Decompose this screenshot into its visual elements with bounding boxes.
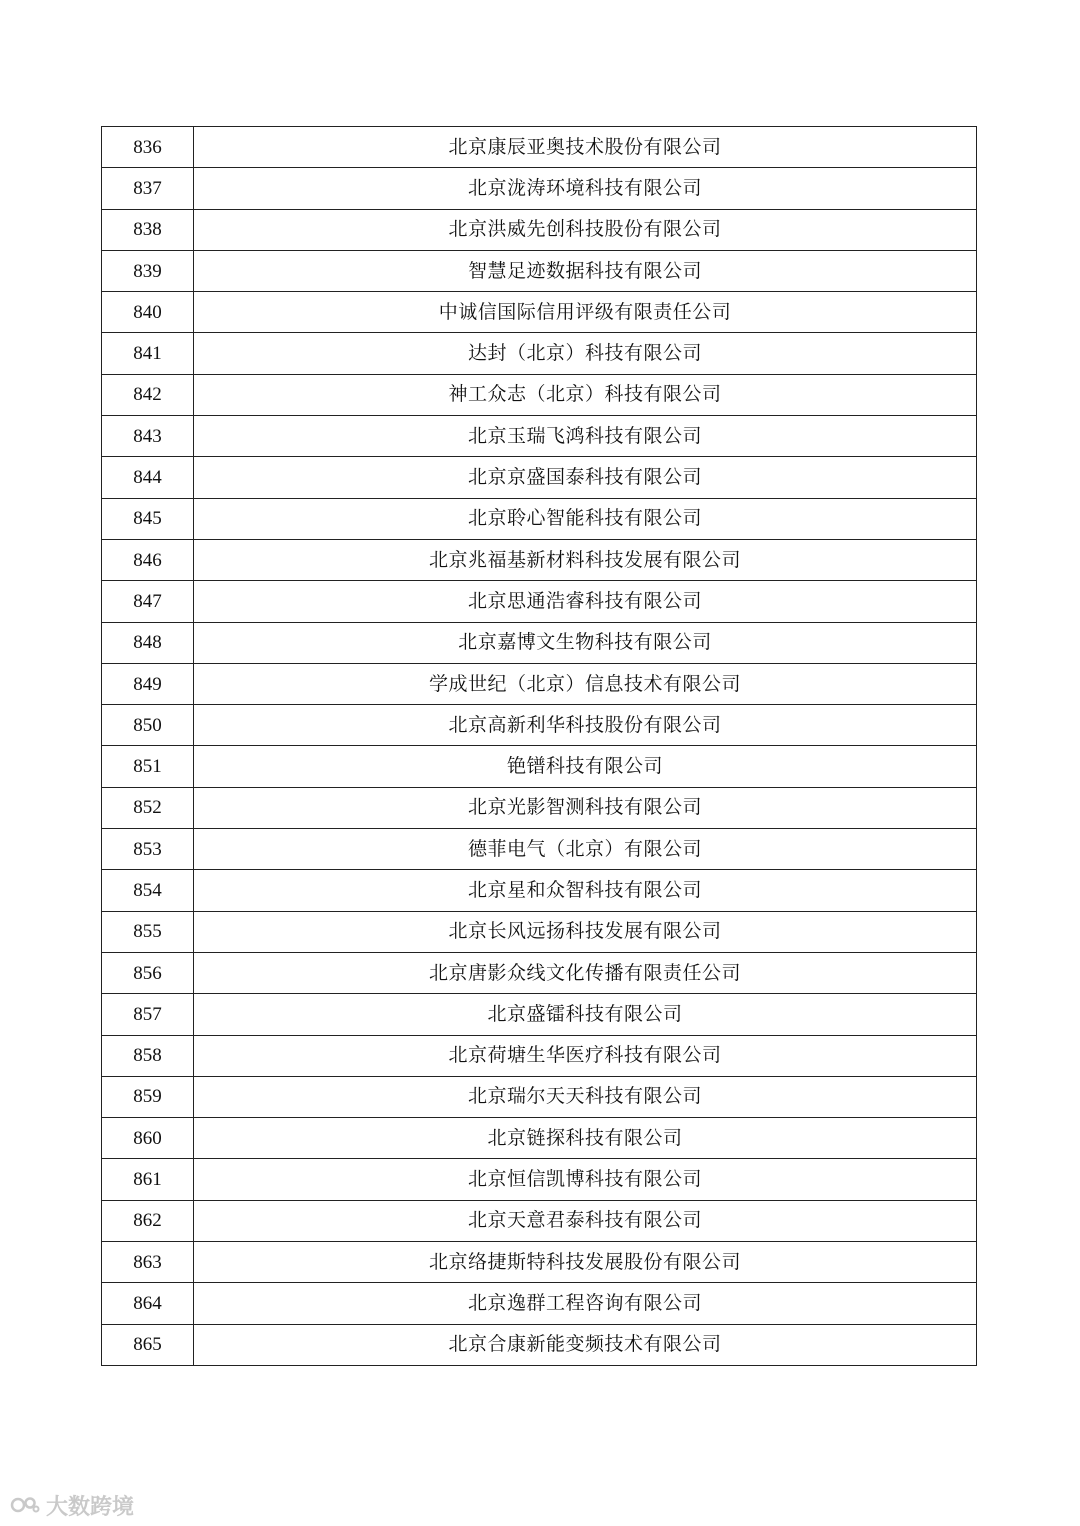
- table-row: [102, 250, 977, 291]
- table-row: [102, 457, 977, 498]
- company-name: 北京光影智测科技有限公司: [194, 787, 977, 828]
- row-number: 864: [102, 1283, 194, 1324]
- row-number: 848: [102, 622, 194, 663]
- company-name: 北京恒信凯博科技有限公司: [194, 1159, 977, 1200]
- row-number: 844: [102, 457, 194, 498]
- row-number: 862: [102, 1200, 194, 1241]
- row-number: 859: [102, 1076, 194, 1117]
- row-number: 838: [102, 209, 194, 250]
- row-number: 837: [102, 168, 194, 209]
- company-name: 北京嘉博文生物科技有限公司: [194, 622, 977, 663]
- row-number: 836: [102, 127, 194, 168]
- table-row: [102, 498, 977, 539]
- row-number: 857: [102, 994, 194, 1035]
- company-name: 北京长风远扬科技发展有限公司: [194, 911, 977, 952]
- table-row: [102, 209, 977, 250]
- table-row: [102, 127, 977, 168]
- company-name: 达封（北京）科技有限公司: [194, 333, 977, 374]
- table-row: [102, 1159, 977, 1200]
- company-name: 北京洪威先创科技股份有限公司: [194, 209, 977, 250]
- row-number: 855: [102, 911, 194, 952]
- table-row: [102, 581, 977, 622]
- company-name: 北京链探科技有限公司: [194, 1118, 977, 1159]
- company-name: 北京盛镭科技有限公司: [194, 994, 977, 1035]
- table-row: [102, 292, 977, 333]
- row-number: 853: [102, 829, 194, 870]
- company-name: 智慧足迹数据科技有限公司: [194, 250, 977, 291]
- company-name: 神工众志（北京）科技有限公司: [194, 374, 977, 415]
- table-row: [102, 333, 977, 374]
- row-number: 846: [102, 539, 194, 580]
- logo-icon: [10, 1493, 40, 1517]
- company-name: 北京星和众智科技有限公司: [194, 870, 977, 911]
- watermark-text: 大数跨境: [46, 1494, 135, 1520]
- table-row: [102, 1283, 977, 1324]
- table-row: [102, 1118, 977, 1159]
- company-name: 北京逸群工程咨询有限公司: [194, 1283, 977, 1324]
- company-name: 北京玉瑞飞鸿科技有限公司: [194, 416, 977, 457]
- table-row: [102, 1076, 977, 1117]
- table-row: [102, 663, 977, 704]
- company-name: 德菲电气（北京）有限公司: [194, 829, 977, 870]
- table-row: [102, 1035, 977, 1076]
- company-name: 北京兆福基新材料科技发展有限公司: [194, 539, 977, 580]
- table-row: [102, 374, 977, 415]
- row-number: 841: [102, 333, 194, 374]
- company-name: 北京荷塘生华医疗科技有限公司: [194, 1035, 977, 1076]
- company-list-table: [101, 126, 977, 1366]
- company-name: 北京合康新能变频技术有限公司: [194, 1324, 977, 1365]
- company-name: 学成世纪（北京）信息技术有限公司: [194, 663, 977, 704]
- table-row: [102, 952, 977, 993]
- company-name: 铯镨科技有限公司: [194, 746, 977, 787]
- table-row: [102, 870, 977, 911]
- company-list-table-wrap: [101, 126, 977, 1366]
- company-name: 北京瑞尔天天科技有限公司: [194, 1076, 977, 1117]
- table-row: [102, 622, 977, 663]
- row-number: 860: [102, 1118, 194, 1159]
- row-number: 850: [102, 705, 194, 746]
- table-row: [102, 416, 977, 457]
- table-row: [102, 1242, 977, 1283]
- row-number: 847: [102, 581, 194, 622]
- table-row: [102, 911, 977, 952]
- row-number: 861: [102, 1159, 194, 1200]
- company-name: 中诚信国际信用评级有限责任公司: [194, 292, 977, 333]
- row-number: 865: [102, 1324, 194, 1365]
- row-number: 849: [102, 663, 194, 704]
- company-name: 北京聆心智能科技有限公司: [194, 498, 977, 539]
- row-number: 839: [102, 250, 194, 291]
- company-name: 北京唐影众线文化传播有限责任公司: [194, 952, 977, 993]
- table-row: [102, 787, 977, 828]
- table-row: [102, 746, 977, 787]
- row-number: 856: [102, 952, 194, 993]
- row-number: 863: [102, 1242, 194, 1283]
- watermark: [10, 1492, 134, 1518]
- company-name: 北京思通浩睿科技有限公司: [194, 581, 977, 622]
- row-number: 851: [102, 746, 194, 787]
- row-number: 845: [102, 498, 194, 539]
- row-number: 852: [102, 787, 194, 828]
- row-number: 858: [102, 1035, 194, 1076]
- table-row: [102, 1324, 977, 1365]
- company-list-body: [102, 127, 977, 1366]
- company-name: 北京天意君泰科技有限公司: [194, 1200, 977, 1241]
- company-name: 北京康辰亚奥技术股份有限公司: [194, 127, 977, 168]
- row-number: 842: [102, 374, 194, 415]
- company-name: 北京京盛国泰科技有限公司: [194, 457, 977, 498]
- table-row: [102, 1200, 977, 1241]
- company-name: 北京泷涛环境科技有限公司: [194, 168, 977, 209]
- table-row: [102, 168, 977, 209]
- table-row: [102, 994, 977, 1035]
- table-row: [102, 705, 977, 746]
- table-row: [102, 829, 977, 870]
- company-name: 北京高新利华科技股份有限公司: [194, 705, 977, 746]
- table-row: [102, 539, 977, 580]
- row-number: 840: [102, 292, 194, 333]
- row-number: 854: [102, 870, 194, 911]
- row-number: 843: [102, 416, 194, 457]
- company-name: 北京络捷斯特科技发展股份有限公司: [194, 1242, 977, 1283]
